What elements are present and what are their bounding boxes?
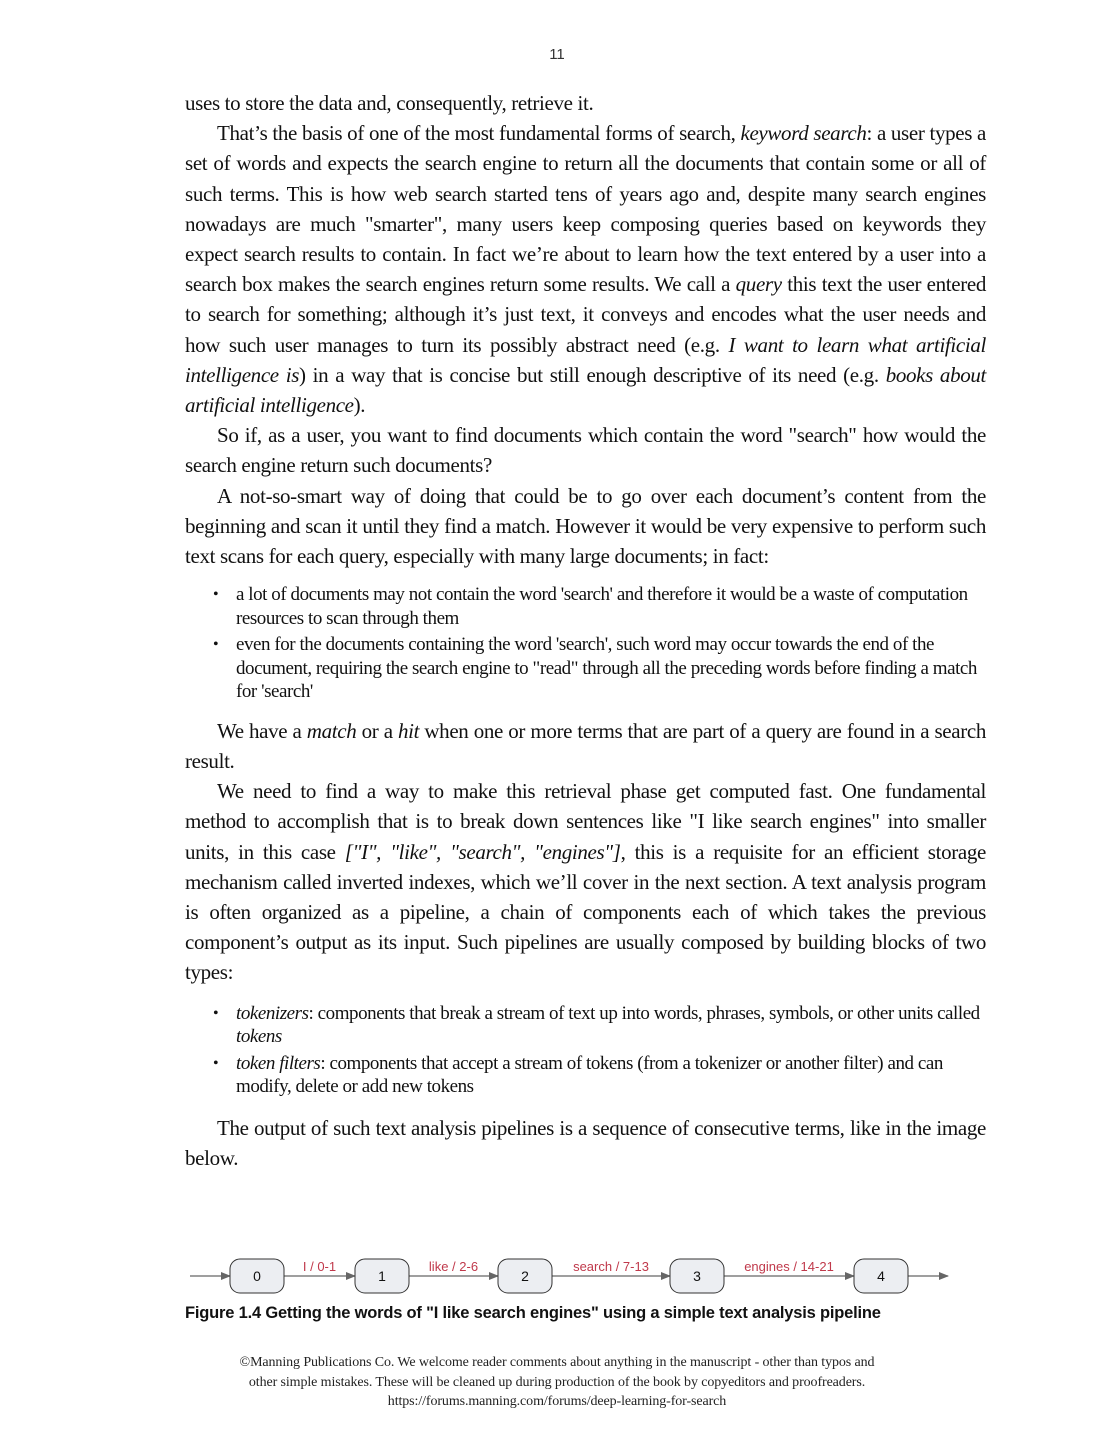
term-tokens: tokens [236,1026,282,1048]
term-query: query [735,272,782,297]
state-node-label: 1 [378,1268,386,1284]
edge-label: search / 7-13 [573,1259,649,1274]
paragraph-continuation [185,88,986,118]
paragraph-keyword-search [185,118,986,420]
bullet-icon: • [213,1004,219,1022]
paragraph-find-documents [185,420,986,480]
page-footer [150,1353,964,1412]
state-node-label: 0 [253,1268,261,1284]
paragraph-text: A not-so-smart way of doing that could be to go over each document’s content from the beginning and scan it until they find a match. However it would be very expensive to perform such text scans for each query, especially with many large documents; in fact: [185,483,986,569]
list-item-text: : components that accept a stream of tokens (from a tokenizer or another filter) and can modify, delete or add new tokens [236,1052,943,1098]
state-node [498,1259,552,1293]
paragraph-text: ) in a way that is concise but still enough descriptive of its need (e.g. [299,362,886,387]
paragraph-text: this text the user entered to search for something; although it’s just text, it conveys and encodes what the user needs and how such user manages to turn its possibly abstract need (e.g. [185,272,986,357]
paragraph-text: We have a [217,718,307,743]
edge-label: like / 2-6 [428,1259,479,1274]
paragraph-text: when one or more terms that are part of a query are found in a search result. [185,718,986,773]
page-number: 11 [549,46,565,63]
paragraph-text: The output of such text analysis pipelines is a sequence of consecutive terms, like in the image below. [185,1115,986,1170]
state-node-label: 4 [877,1268,885,1284]
list-item-text: even for the documents containing the word 'search', such word may occur towards the end of the document, requiring the search engine to "read" through all the preceding words before finding a match for 'search' [236,634,977,703]
token-example: ["I", "like", "search", "engines"] [344,839,621,864]
bullet-icon: • [213,586,219,604]
state-node [355,1259,409,1293]
figure-caption: Figure 1.4 Getting the words of "I like search engines" using a simple text analysis pipeline [185,1304,881,1322]
bullet-icon: • [213,636,219,654]
example-query: books about artificial intelligence [185,362,987,418]
paragraph-not-so-smart [185,481,986,572]
paragraph-pipeline [185,776,986,987]
footer-note: other simple mistakes. These will be cleaned up during production of the book by copyeditors and proofreaders. [248,1374,866,1390]
state-node-label: 2 [521,1268,529,1284]
state-node [854,1259,908,1293]
page-body [185,88,986,1173]
paragraph-text: That’s the basis of one of the most fundamental forms of search, [217,121,741,146]
state-node-label: 3 [693,1268,701,1284]
paragraph-text: So if, as a user, you want to find documents which contain the word "search" how would the search engine return such documents? [185,423,986,478]
paragraph-text: or a [356,718,398,743]
list-item-text: a lot of documents may not contain the word 'search' and therefore it would be a waste of computation resources to scan through them [236,584,968,629]
list-item [213,633,986,704]
term-match: match [306,718,357,743]
paragraph-text: : a user types a set of words and expects the search engine to return all the documents that contain some or all of such terms. This is how web search started tens of years ago and, despite many search engines nowadays are much "smarter", many users keep composing queries based on keywords they expect search results to contain. In fact we’re about to learn how the text entered by a user into a search box makes the search engines return some results. We call a [185,121,986,297]
paragraph-text: uses to store the data and, consequently, retrieve it. [185,91,594,115]
example-need: I want to learn what artificial intelligence is [185,332,986,387]
edge-label: I / 0-1 [302,1259,337,1274]
state-node [670,1259,724,1293]
footer-url: https://forums.manning.com/forums/deep-learning-for-search [387,1394,727,1409]
bullet-list-scan-costs [185,583,986,704]
pipeline-figure [185,1252,965,1300]
term-keyword-search: keyword search [740,121,867,146]
term-tokenizers: tokenizers [236,1002,309,1024]
edge-label: engines / 14-21 [744,1259,834,1274]
term-token-filters: token filters [236,1052,321,1074]
list-item [213,583,986,630]
paragraph-output [185,1113,986,1173]
state-node [230,1259,284,1293]
footer-copyright: ©Manning Publications Co. We welcome reader comments about anything in the manuscript - other than typos and [239,1355,875,1370]
list-item [213,1002,986,1049]
bullet-icon: • [213,1054,219,1072]
paragraph-text: We need to find a way to make this retrieval phase get computed fast. One fundamental method to accomplish that is to break down sentences like "I like search engines" into smaller units, in this case [185,779,986,864]
paragraph-text: , this is a requisite for an efficient storage mechanism called inverted indexes, which we’ll cover in the next section. A text analysis program is often organized as a pipeline, a chain of components each of which takes the previous component’s output as its input. Such pipelines are usually composed by building blocks of two types: [185,839,986,985]
paragraph-text: ). [353,393,366,418]
pipeline-diagram [185,1252,965,1300]
list-item-text: : components that break a stream of text up into words, phrases, symbols, or other units called [308,1002,980,1024]
list-item [213,1052,986,1099]
paragraph-match-hit [185,716,986,776]
term-hit: hit [397,718,420,743]
bullet-list-building-blocks [185,1002,986,1099]
